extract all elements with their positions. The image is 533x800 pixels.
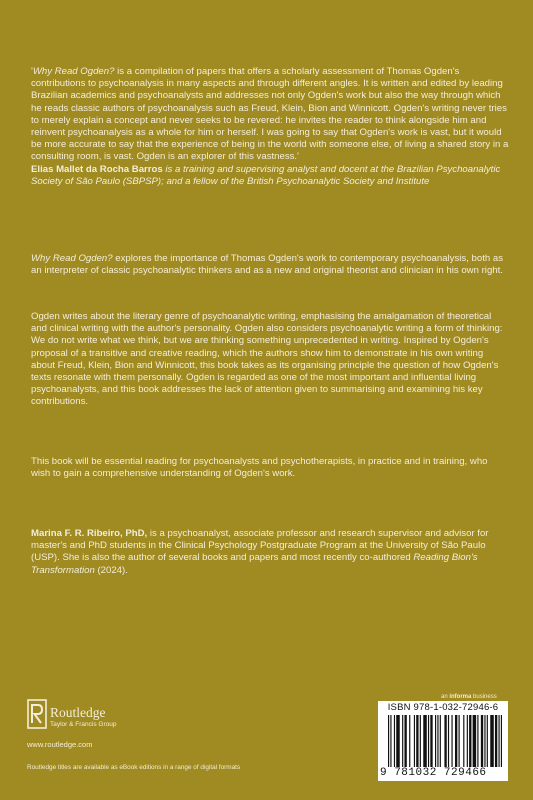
- routledge-logo-icon: [27, 699, 47, 729]
- barcode-bar: [416, 715, 418, 767]
- barcode-bar: [448, 715, 449, 767]
- barcode-bar: [467, 715, 468, 767]
- barcode-bar: [455, 715, 457, 767]
- publisher-group: Taylor & Francis Group: [50, 721, 117, 728]
- barcode-bar: [409, 715, 410, 767]
- barcode-bar: [501, 715, 502, 767]
- informa-tagline: an informa business: [441, 694, 497, 700]
- barcode-bar: [414, 715, 415, 767]
- endorsement-quote: [31, 66, 509, 188]
- barcode-bar: [495, 715, 497, 767]
- blurb-paragraph-2: Ogden writes about the literary genre of psychoanalytic writing, emphasising the amalgamation of theoretical and clinical writing with the author's personality. Ogden also considers psychoanalytic writing a form of thinking: We do not write what we think, but we are thinking something unprecedented in writing. Inspired by Ogden's proposal of a transitive and creative reading, which the authors show him to demonstrate in his own writing about Freud, Klein, Bion and Winnicott, this book takes as its organising principle the question of how Ogden's texts resonate with them personally. Ogden is regarded as one of the most important and influential living psychoanalysts, and this book addresses the lack of attention given to summarising and examining his key contributions.: [31, 311, 503, 408]
- barcode-digits: 9 781032 729466: [380, 767, 487, 779]
- barcode-bar: [394, 715, 395, 767]
- barcode-bar: [388, 715, 389, 767]
- barcode-bar: [484, 715, 485, 767]
- barcode-bar: [437, 715, 438, 767]
- quote-attribution: [31, 164, 509, 188]
- barcode-bar: [440, 715, 441, 767]
- blurb-paragraph-1: Why Read Ogden? explores the importance of Thomas Ogden's work to contemporary psychoanalysis, both as an interpreter of classic psychoanalytic thinkers and as a new and original theorist and clinician in his own right.: [31, 253, 503, 277]
- barcode-bar: [420, 715, 421, 767]
- author-bio: Marina F. R. Ribeiro, PhD, is a psychoanalyst, associate professor and research supervisor and advisor for master's and PhD students in the Clinical Psychology Postgraduate Program at the University of São Paulo (USP). She is also the author of several books and papers and most recently co-authored Reading Bion's Transformation (2024).: [31, 528, 489, 576]
- barcode-bar: [477, 715, 478, 767]
- barcode-bar: [473, 715, 477, 767]
- barcode-bar: [444, 715, 446, 767]
- publisher-website: www.routledge.com: [27, 740, 93, 749]
- barcode-bar: [463, 715, 464, 767]
- isbn-text: ISBN 978-1-032-72946-6: [387, 702, 499, 713]
- barcode-bar: [459, 715, 460, 767]
- publisher-name: Routledge: [50, 705, 106, 720]
- informa-brand: informa: [449, 694, 472, 700]
- barcode-bar: [451, 715, 452, 767]
- author-name: Marina F. R. Ribeiro, PhD,: [31, 528, 148, 539]
- barcode-bar: [396, 715, 400, 767]
- publisher-logo: [27, 699, 187, 739]
- barcode-bar: [390, 715, 391, 767]
- author-book-title: Reading Bion's Transformation: [31, 552, 478, 576]
- blurb-paragraph-3: This book will be essential reading for psychoanalysts and psychotherapists, in practice and in training, who wish to gain a comprehensive understanding of Ogden's work.: [31, 456, 488, 480]
- barcode-bar: [490, 715, 494, 767]
- barcode-bar: [402, 715, 403, 767]
- barcode-bar: [498, 715, 499, 767]
- blurb-book-title: Why Read Ogden?: [31, 253, 113, 264]
- barcode-bar: [404, 715, 406, 767]
- ebook-note: Routledge titles are available as eBook editions in a range of digital formats: [27, 764, 241, 771]
- barcode-bar: [481, 715, 483, 767]
- barcode-bar: [430, 715, 432, 767]
- endorser-role: is a training and supervising analyst and docent at the Brazilian Psychoanalytic Society of São Paulo (SBPSP); and a fellow of the British Psychoanalytic Society and Institute: [31, 163, 501, 187]
- barcode-bar: [435, 715, 436, 767]
- quote-text: 'Why Read Ogden? is a compilation of papers that offers a scholarly assessment of Thomas Ogden's contributions to psychoanalysis in many aspects and through different angles. It is written and edited by leading Brazilian academics and psychoanalysts and addresses not only Ogden's work but also the way through which he reads classic authors of psychoanalysis such as Freud, Klein, Bion and Winnicott. Ogden's writing never tries to merely explain a concept and never seeks to be revered: he invites the reader to think alongside him and reinvent psychoanalysis as a whole for him or herself. I was going to say that Ogden's work is vast, but it would be more accurate to say that the experience of being in the world with someone else, of living a shared story in a consulting room, is vast. Ogden is an explorer of this vastness.': [31, 66, 509, 163]
- barcode-bar: [428, 715, 429, 767]
- barcode-bar: [487, 715, 488, 767]
- barcode-bars: [388, 715, 502, 767]
- quote-book-title: Why Read Ogden?: [32, 66, 115, 77]
- endorser-name: Elias Mallet da Rocha Barros: [31, 163, 163, 175]
- isbn-barcode: [378, 701, 508, 781]
- barcode-bar: [423, 715, 427, 767]
- barcode-bar: [469, 715, 471, 767]
